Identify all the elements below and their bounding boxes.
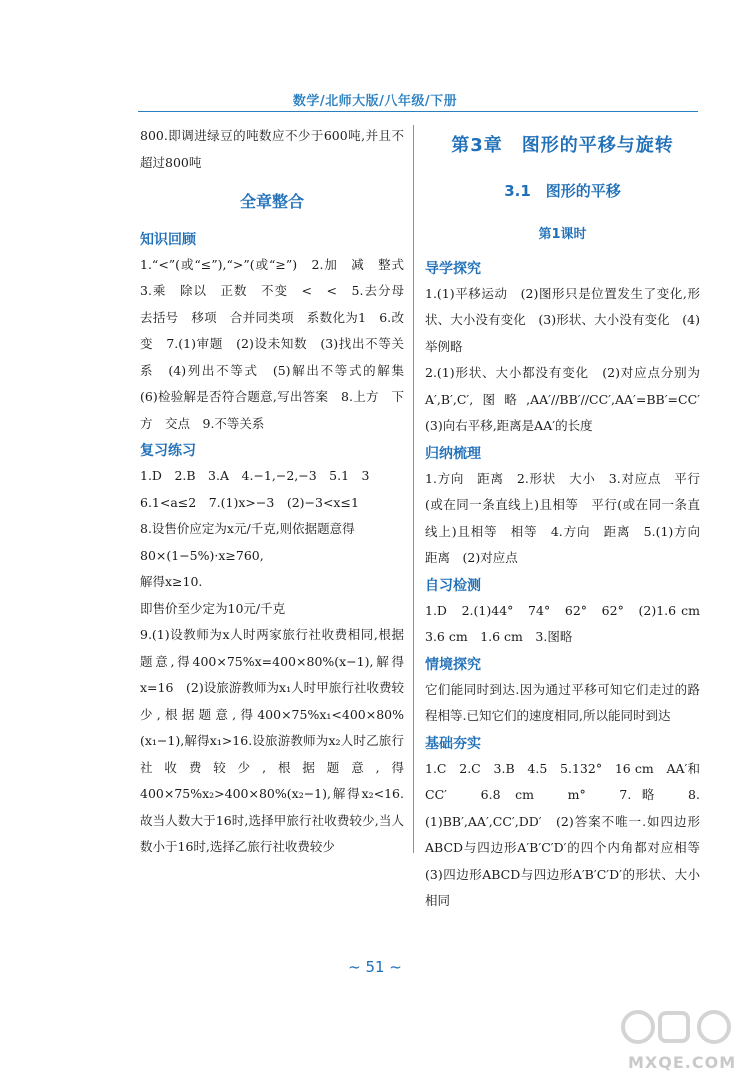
basic-heading: 基础夯实 [425,735,481,752]
review-line-3: 8.设售价应定为x元/千克,则依据题意得 [140,521,355,536]
scenario-heading: 情境探究 [425,656,481,673]
summary-text: 1.方向 距离 2.形状 大小 3.对应点 平行(或在同一条直线上)且相等 平行(或在同一条直线上)且相等 相等 4.方向 距离 5.(1)方向 距离 (2)对应点 [425,470,713,565]
review-line-2: 6.1<a≤2 7.(1)x>−3 (2)−3<x≤1 [140,494,359,510]
review-heading: 复习练习 [140,443,196,459]
header-rule [138,111,698,112]
self-check-heading: 自习检测 [425,577,481,594]
page-number: ~ 51 ~ [348,958,402,976]
left-column [140,123,417,861]
review-line-4: 80×(1−5%)·x≥760, [140,547,264,563]
review-line-5: 解得x≥10. [140,574,203,589]
right-column [425,123,713,915]
self-check-text: 1.D 2.(1)44° 74° 62° 62° (2)1.6 cm 3.6 cm 1.6 cm 3.图略 [425,602,713,644]
left-intro: 800.即调进绿豆的吨数应不少于600吨,并且不超过800吨 [140,128,404,170]
section-title: 3.1 图形的平移 [504,181,621,200]
review-line-1: 1.D 2.B 3.A 4.−1,−2,−3 5.1 3 [140,468,370,483]
knowledge-heading: 知识回顾 [140,231,196,248]
summary-heading: 归纳梳理 [425,445,481,462]
left-section-title: 全章整合 [239,192,304,211]
column-divider [413,125,414,853]
guide-heading: 导学探究 [425,260,481,277]
watermark-text: MXQE.COM [628,1053,737,1072]
running-header: 数学/北师大版/八年级/下册 [292,94,458,109]
chapter-title: 第3章 图形的平移与旋转 [451,135,674,156]
guide-paragraph-2: 2.(1)形状、大小都没有变化 (2)对应点分别为A′,B′,C′,图略,AA′//BB′//CC′,AA′=BB′=CC′ (3)向右平移,距离是AA′的长度 [425,365,713,433]
review-line-6: 即售价至少定为10元/千克 [140,600,286,616]
lesson-title: 第1课时 [538,227,587,242]
review-q9: 9.(1)设教师为x人时两家旅行社收费相同,根据题意,得400×75%x=400×80%(x−1),解得x=16 (2)设旅游教师为x₁人时甲旅行社收费较少,根据题意,得400×75%x₁<400×80%(x₁−1),解得x₁>16.设旅游教师为x₂人时乙旅行社收费较少,根据题意,得400×75%x₂>400×80%(x₂−1),解得x₂<16.故当人数大于16时,选择甲旅行社收费较少,当人数小于16时,选择乙旅行社收费较少 [140,627,404,854]
guide-paragraph-1: 1.(1)平移运动 (2)图形只是位置发生了变化,形状、大小没有变化 (3)形状、大小没有变化 (4)举例略 [425,285,700,354]
basic-text: 1.C 2.C 3.B 4.5 5.132° 16 cm AA′和CC′ 6.8 cm m° 7.略 8.(1)BB′,AA′,CC′,DD′ (2)答案不唯一.如四边形ABCD与四边形A′B′C′D′的四个内角都对应相等 (3)四边形ABCD与四边形A′B′C′D′的形状、大小相同 [425,760,713,908]
knowledge-text: 1.“<”(或“≤”),“>”(或“≥”) 2.加 减 整式 3.乘 除以 正数 不变 < < 5.去分母 去括号 移项 合并同类项 系数化为1 6.改变 7.(1)审题 (2)设未知数 (3)找出不等关系 (4)列出不等式 (5)解出不等式的解集 (6)检验解是否符合题意,写出答案 8.上方 下方 交点 9.不等关系 [140,256,417,431]
scenario-text: 它们能同时到达.因为通过平移可知它们走过的路程相等.已知它们的速度相同,所以能同时到达 [425,681,700,723]
